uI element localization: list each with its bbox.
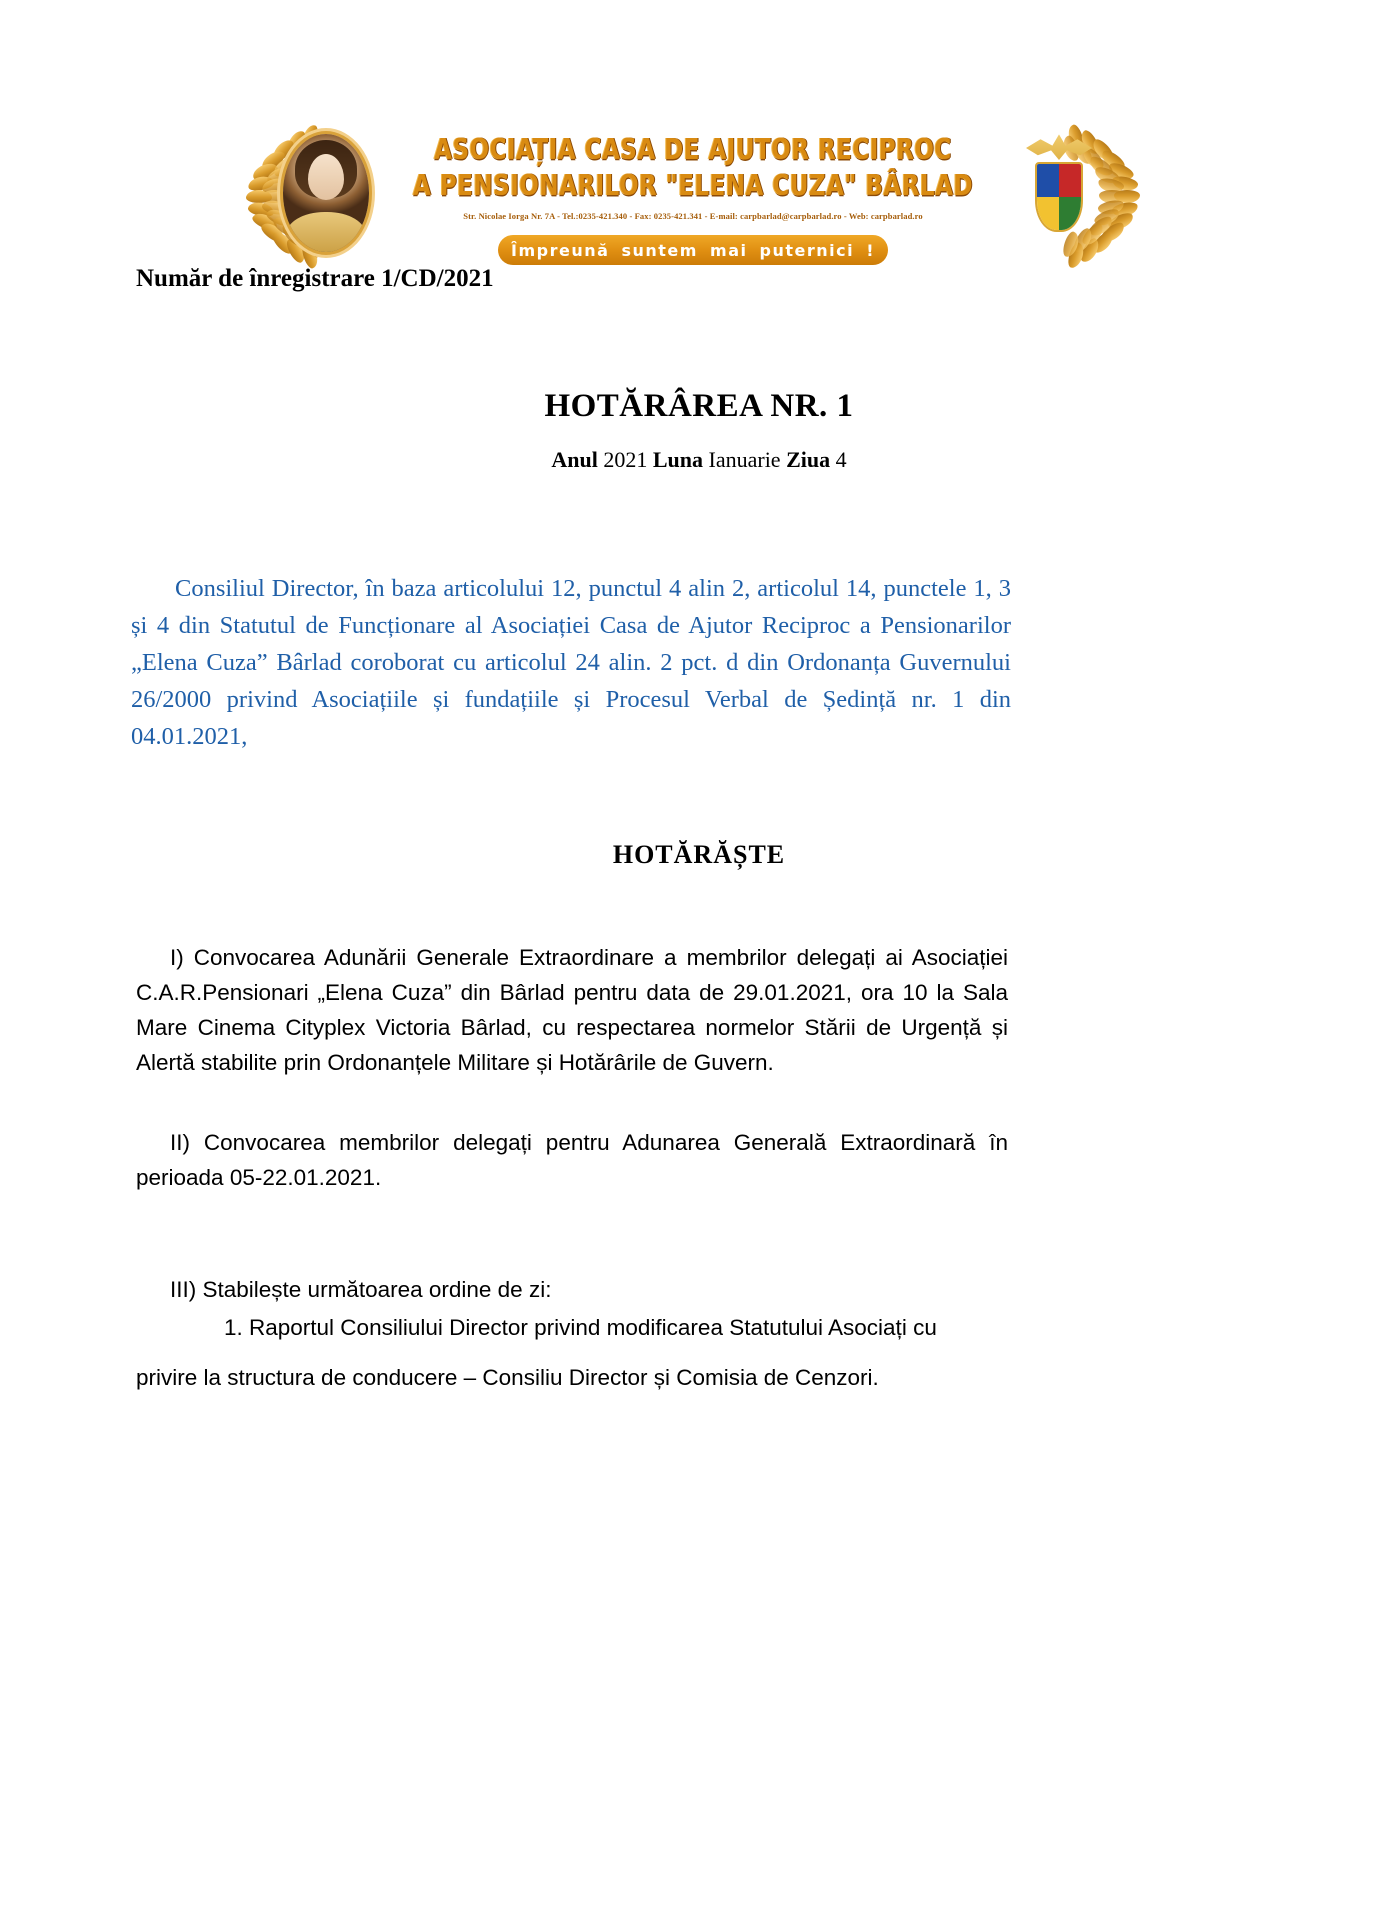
letterhead-titles — [393, 134, 993, 221]
section-three-item-one-continued: privire la structura de conducere – Consiliu Director și Comisia de Cenzori. — [136, 1365, 879, 1390]
month-value: Ianuarie — [708, 447, 781, 472]
section-three-item-one: 1. Raportul Consiliului Director privind modificarea Statutului Asociați cu — [224, 1315, 937, 1340]
preamble-paragraph: Consiliul Director, în baza articolului 12, punctul 4 alin 2, articolul 14, punctele 1, 3 și 4 din Statutul de Funcționare al Asociației Casa de Ajutor Reciproc a Pensionarilor „Elena Cuza” Bârlad coroborat cu articolul 24 alin. 2 pct. d din Ordonanța Guvernului 26/2000 privind Asociațiile și fundațiile și Procesul Verbal de Ședință nr. 1 din 04.01.2021, — [131, 575, 1011, 750]
letterhead-logo — [243, 122, 1143, 267]
day-value: 4 — [835, 447, 847, 472]
document-date-line — [0, 447, 1398, 473]
decision-heading: HOTĂRĂȘTE — [612, 840, 786, 869]
page-title: HOTĂRÂREA NR. 1 — [544, 388, 854, 424]
section-one-paragraph: I) Convocarea Adunării Generale Extraordinare a membrilor delegați ai Asociației C.A.R.Pensionari „Elena Cuza” din Bârlad pentru data de 29.01.2021, ora 10 la Sala Mare Cinema Cityplex Victoria Bârlad, cu respectarea normelor Stării de Urgență și Alertă stabilite prin Ordonanțele Militare și Hotărârile de Guvern. — [136, 945, 1008, 1075]
slogan-ribbon — [498, 235, 888, 265]
romanian-coat-of-arms-icon — [1023, 130, 1095, 254]
org-contact-line: Str. Nicolae Iorga Nr. 7A - Tel.:0235-421.340 - Fax: 0235-421.341 - E-mail: carpbarlad@carpbarlad.ro - Web: carpbarlad.ro — [463, 211, 923, 221]
registration-number: Număr de înregistrare 1/CD/2021 — [136, 265, 494, 292]
section-two-paragraph: II) Convocarea membrilor delegați pentru Adunarea Generală Extraordinară în perioada 05-22.01.2021. — [136, 1130, 1008, 1190]
section-three-heading: III) Stabilește următoarea ordine de zi: — [170, 1277, 552, 1302]
year-label: Anul — [551, 447, 598, 472]
month-label: Luna — [652, 447, 704, 472]
year-value: 2021 — [603, 447, 648, 472]
slogan-text: Împreună suntem mai puternici ! — [511, 240, 875, 260]
day-label: Ziua — [786, 447, 831, 472]
org-name-line-1: ASOCIAȚIA CASA DE AJUTOR RECIPROC — [434, 134, 952, 167]
org-name-line-2: A PENSIONARILOR "ELENA CUZA" BÂRLAD — [413, 170, 973, 203]
elena-cuza-portrait — [283, 134, 369, 252]
